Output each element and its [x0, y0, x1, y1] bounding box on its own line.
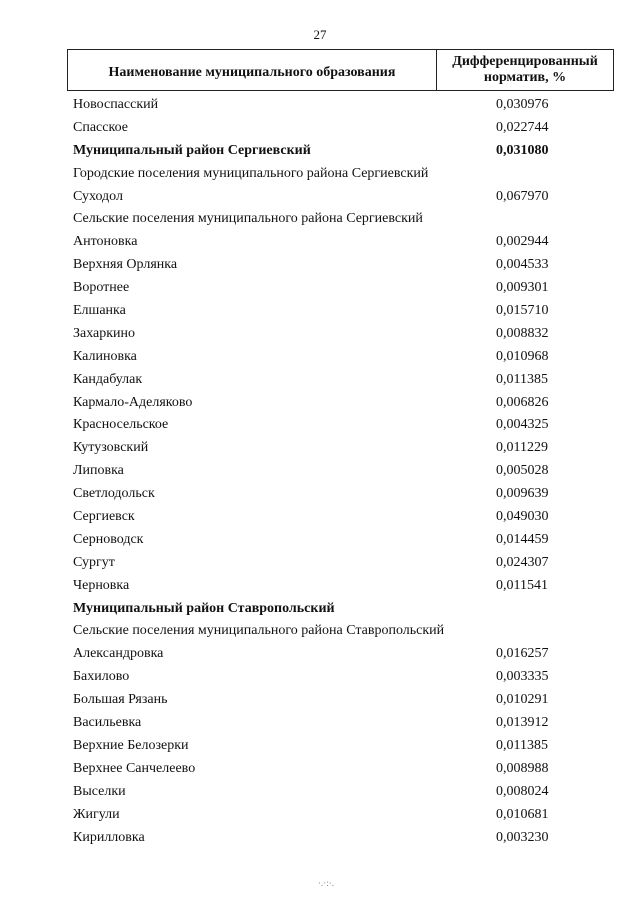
table-row: [73, 712, 593, 735]
municipality-name: Черновка: [73, 577, 130, 593]
table-row: [73, 163, 593, 186]
header-normative-column: Дифференцированный норматив, %: [452, 54, 598, 85]
municipality-name: Спасское: [73, 119, 128, 135]
municipality-name: Верхние Белозерки: [73, 737, 189, 753]
municipality-name: Кирилловка: [73, 829, 145, 845]
table-row: [73, 735, 593, 758]
table-row: [73, 758, 593, 781]
municipality-name: Сельские поселения муниципального района Сергиевский: [73, 211, 423, 227]
normative-value: 0,011385: [496, 737, 548, 753]
table-row: [73, 689, 593, 712]
municipality-name: Верхнее Санчелеево: [73, 760, 196, 776]
table-body: [73, 94, 593, 849]
table-row: [73, 346, 593, 369]
municipality-name: Серноводск: [73, 531, 144, 547]
normative-value: 0,003230: [496, 829, 549, 845]
municipality-name: Кутузовский: [73, 440, 149, 456]
table-row: [73, 208, 593, 231]
municipality-name: Кандабулак: [73, 371, 143, 387]
table-row: [73, 643, 593, 666]
table-row: [73, 186, 593, 209]
table-row: [73, 666, 593, 689]
table-row: [73, 414, 593, 437]
normative-value: 0,008988: [496, 760, 549, 776]
municipality-name: Выселки: [73, 783, 126, 799]
normative-value: 0,004325: [496, 417, 549, 433]
normative-value: 0,009639: [496, 486, 549, 502]
table-row: [73, 117, 593, 140]
table-row: [73, 598, 593, 621]
table-row: [73, 460, 593, 483]
normative-value: 0,015710: [496, 303, 549, 319]
normative-value: 0,010291: [496, 692, 549, 708]
normative-value: 0,008832: [496, 325, 549, 341]
municipality-name: Липовка: [73, 463, 124, 479]
municipality-name: Суходол: [73, 188, 123, 204]
municipality-name: Большая Рязань: [73, 692, 168, 708]
normative-value: 0,005028: [496, 463, 549, 479]
table-row: [73, 575, 593, 598]
table-row: [73, 369, 593, 392]
table-row: [73, 140, 593, 163]
normative-value: 0,002944: [496, 234, 549, 250]
normative-value: 0,030976: [496, 97, 549, 112]
table-row: [73, 323, 593, 346]
normative-value: 0,004533: [496, 257, 549, 273]
normative-value: 0,009301: [496, 280, 549, 296]
municipality-name: Городские поселения муниципального района Сергиевский: [73, 165, 429, 181]
normative-value: 0,008024: [496, 783, 549, 799]
municipality-name: Красносельское: [73, 417, 169, 433]
normative-value: 0,011385: [496, 371, 548, 387]
normative-value: 0,067970: [496, 188, 549, 204]
table-row: [73, 483, 593, 506]
normative-value: 0,024307: [496, 554, 549, 570]
normative-value: 0,016257: [496, 646, 549, 662]
municipality-name: Кармало-Аделяково: [73, 394, 193, 410]
municipality-name: Воротнее: [73, 280, 130, 296]
normative-value: 0,011541: [496, 577, 548, 593]
table-row: [73, 781, 593, 804]
municipality-name: Сургут: [73, 554, 115, 570]
normative-value: 0,022744: [496, 119, 549, 135]
normative-value: 0,013912: [496, 715, 549, 731]
municipality-name: Сергиевск: [73, 509, 135, 525]
municipality-name: Калиновка: [73, 348, 137, 364]
table-row: [73, 277, 593, 300]
municipality-name: Сельские поселения муниципального района Ставропольский: [73, 623, 445, 639]
table-row: [73, 804, 593, 827]
table-row: [73, 620, 593, 643]
table-row: [73, 392, 593, 415]
municipality-name: Захаркино: [73, 325, 136, 341]
municipality-name: Васильевка: [73, 715, 142, 731]
table-header: [67, 49, 614, 91]
normative-value: 0,031080: [496, 142, 549, 158]
table-row: [73, 231, 593, 254]
municipality-name: Верхняя Орлянка: [73, 257, 178, 273]
municipality-name: Елшанка: [73, 303, 126, 319]
municipality-name: Светлодольск: [73, 486, 155, 502]
normative-value: 0,010968: [496, 348, 549, 364]
municipality-name: Антоновка: [73, 234, 138, 250]
page-number: 27: [313, 27, 327, 42]
table-row: [73, 94, 593, 117]
municipality-name: Бахилово: [73, 669, 130, 685]
municipality-name: Муниципальный район Ставропольский: [73, 600, 335, 616]
table-row: [73, 254, 593, 277]
municipality-name: Муниципальный район Сергиевский: [73, 142, 311, 158]
municipality-name: Новоспасский: [73, 97, 159, 112]
normative-value: 0,003335: [496, 669, 549, 685]
municipality-name: Александровка: [73, 646, 164, 662]
table-row: [73, 552, 593, 575]
table-row: [73, 437, 593, 460]
normative-value: 0,011229: [496, 440, 548, 456]
normative-value: 0,010681: [496, 806, 549, 822]
table-row: [73, 506, 593, 529]
table-row: [73, 300, 593, 323]
table-row: [73, 827, 593, 850]
normative-value: 0,014459: [496, 531, 549, 547]
scan-speck: ·.·:·.: [318, 878, 334, 888]
normative-value: 0,006826: [496, 394, 549, 410]
municipality-name: Жигули: [73, 806, 120, 822]
normative-value: 0,049030: [496, 509, 549, 525]
header-name-column: Наименование муниципального образования: [68, 50, 437, 90]
table-row: [73, 529, 593, 552]
